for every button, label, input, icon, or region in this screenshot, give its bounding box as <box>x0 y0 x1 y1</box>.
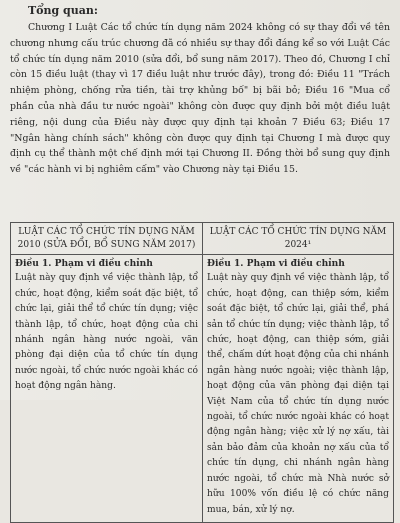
col2-header: LUẬT CÁC TỔ CHỨC TÍN DỤNG NĂM 2024¹ <box>202 223 393 254</box>
section-heading: Tổng quan: <box>28 4 98 17</box>
col1-article-text: Luật này quy định về việc thành lập, tổ chức, hoạt động, kiểm soát đặc biệt, tổ chức lại, giải thể tổ chức tín dụng; việc thành lập, tổ chức, hoạt động của chi nhánh ngân hàng nước ngoài, văn phòng đại diện của tổ chức tín dụng nước ngoài, tổ chức nước ngoài khác có hoạt động ngân hàng. <box>15 273 198 392</box>
intro-paragraph: Chương I Luật Các tổ chức tín dụng năm 2024 không có sự thay đổi về tên chương nhưng cấu trúc chương đã có nhiều sự thay đổi đáng kể so với Luật Các tổ chức tín dụng năm 2010 (sửa đổi, bổ sung năm 2017). Theo đó, Chương I chỉ còn 15 điều luật (thay vì 17 điều luật như trước đây), trong đó: Điều 11 "Trách nhiệm phòng, chống rửa tiền, tài trợ khủng bố" bị bãi bỏ; Điều 16 "Mua cổ phần của nhà đầu tư nước ngoài" không còn được quy định bởi một điều luật riêng, nội dung của Điều này được quy định tại khoản 7 Điều 63; Điều 17 "Ngân hàng chính sách" không còn được quy định tại Chương I mà được quy định cụ thể thành một chế định mới tại Chương II. Đồng thời bổ sung quy định về "các hành vi bị nghiêm cấm" vào Chương này tại Điều 15. <box>10 22 390 176</box>
col2-cell <box>202 255 393 522</box>
col2-article-text: Luật này quy định về việc thành lập, tổ chức, hoạt động, can thiệp sớm, kiểm soát đặc biệt, tổ chức lại, giải thể, phá sản tổ chức tín dụng; việc thành lập, tổ chức, hoạt động, can thiệp sớm, giải thể, chấm dứt hoạt động của chi nhánh ngân hàng nước ngoài; việc thành lập, hoạt động của văn phòng đại diện tại Việt Nam của tổ chức tín dụng nước ngoài, tổ chức nước ngoài khác có hoạt động ngân hàng; việc xử lý nợ xấu, tài sản bảo đảm của khoản nợ xấu của tổ chức tín dụng, chi nhánh ngân hàng nước ngoài, tổ chức mà Nhà nước sở hữu 100% vốn điều lệ có chức năng mua, bán, xử lý nợ. <box>207 273 389 515</box>
col1-cell <box>11 255 202 522</box>
table-row <box>11 255 393 522</box>
table-header-row <box>11 223 393 255</box>
comparison-table <box>10 222 394 523</box>
col2-article-title: Điều 1. Phạm vi điều chỉnh <box>207 258 345 269</box>
col1-article-title: Điều 1. Phạm vi điều chỉnh <box>15 258 153 269</box>
col1-header: LUẬT CÁC TỔ CHỨC TÍN DỤNG NĂM 2010 (SỬA ĐỔI, BỔ SUNG NĂM 2017) <box>17 227 196 250</box>
